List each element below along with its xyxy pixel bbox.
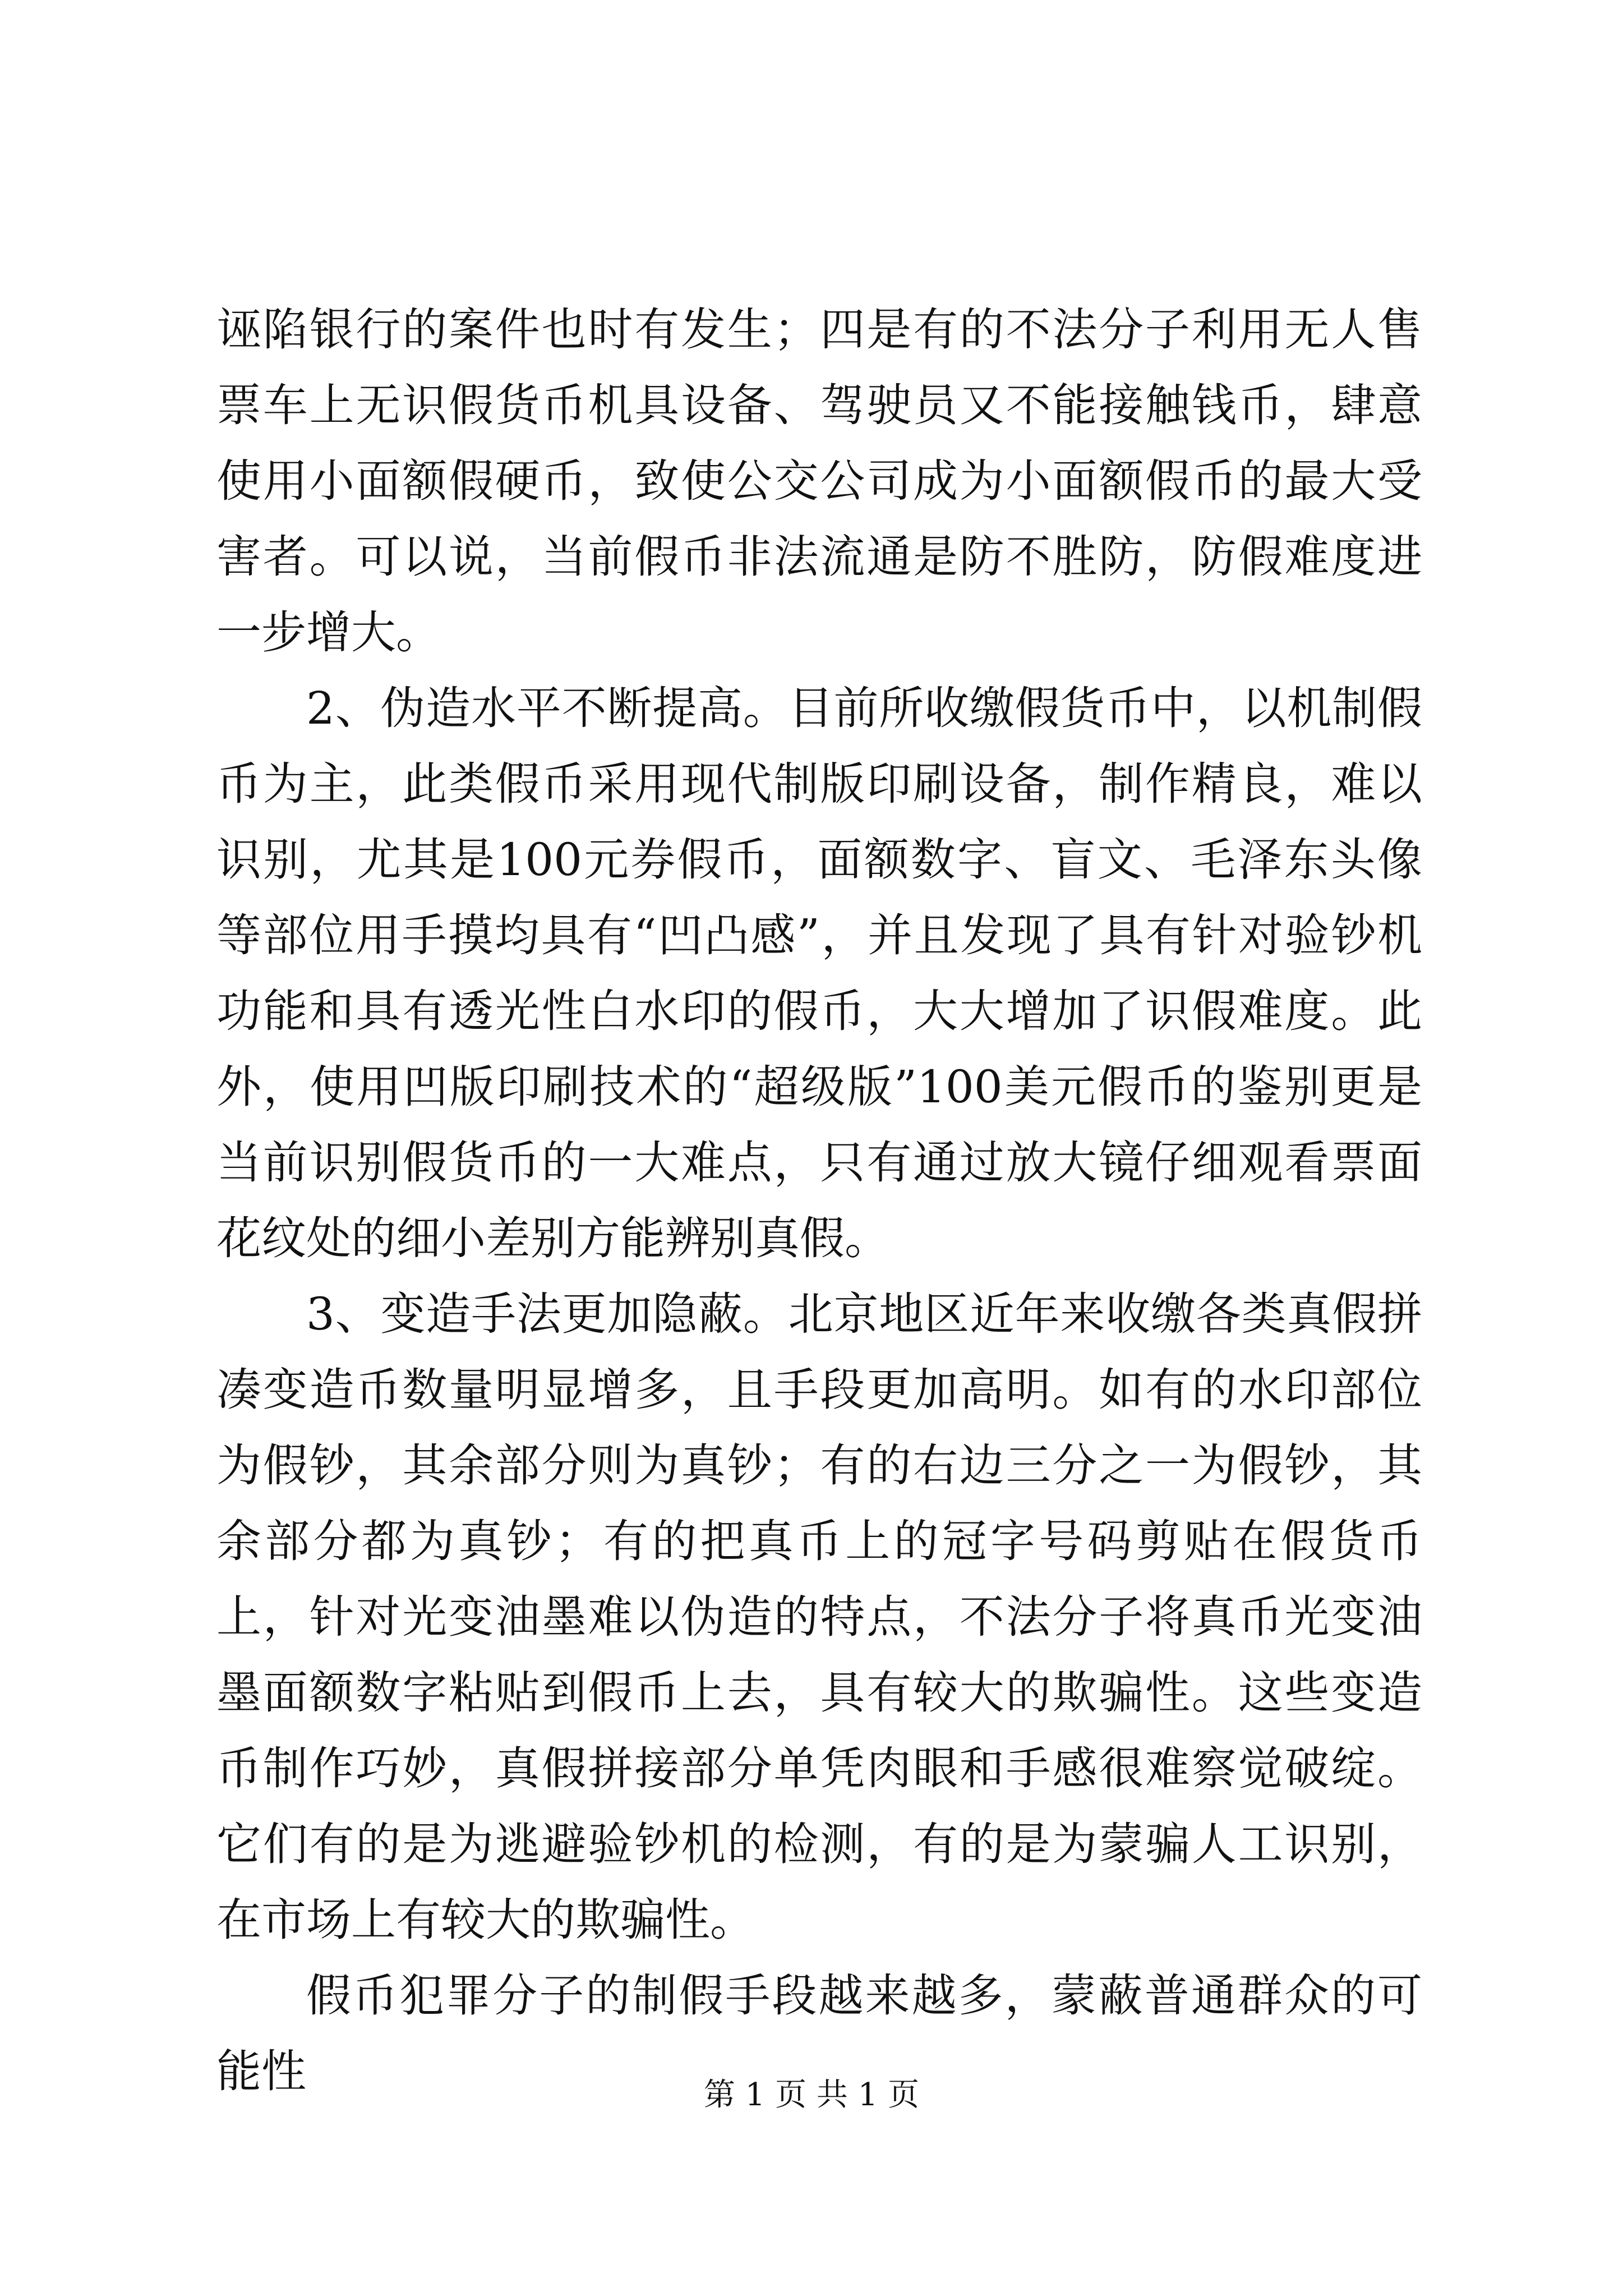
document-body [216, 292, 1422, 2109]
paragraph-4: 假币犯罪分子的制假手段越来越多，蒙蔽普通群众的可能性 [216, 1970, 1422, 2097]
page-number-footer: 第 1 页 共 1 页 [703, 2077, 920, 2113]
paragraph-1: 诬陷银行的案件也时有发生；四是有的不法分子利用无人售票车上无识假货币机具设备、驾驶员又不能接触钱币，肆意使用小面额假硬币，致使公交公司成为小面额假币的最大受害者。可以说，当前假币非法流通是防不胜防，防假难度进一步增大。 [216, 303, 1422, 659]
paragraph-3: 3、变造手法更加隐蔽。北京地区近年来收缴各类真假拼凑变造币数量明显增多，且手段更加高明。如有的水印部位为假钞，其余部分则为真钞；有的右边三分之一为假钞，其余部分都为真钞；有的把真币上的冠字号码剪贴在假货币上，针对光变油墨难以伪造的特点，不法分子将真币光变油墨面额数字粘贴到假币上去，具有较大的欺骗性。这些变造币制作巧妙，真假拼接部分单凭肉眼和手感很难察觉破绽。它们有的是为逃避验钞机的检测，有的是为蒙骗人工识别，在市场上有较大的欺骗性。 [216, 1288, 1422, 1946]
paragraph-2: 2、伪造水平不断提高。目前所收缴假货币中，以机制假币为主，此类假币采用现代制版印刷设备，制作精良，难以识别，尤其是100元券假币，面额数字、盲文、毛泽东头像等部位用手摸均具有“凹凸感”，并且发现了具有针对验钞机功能和具有透光性白水印的假币，大大增加了识假难度。此外，使用凹版印刷技术的“超级版”100美元假币的鉴别更是当前识别假货币的一大难点，只有通过放大镜仔细观看票面花纹处的细小差别方能辨别真假。 [216, 682, 1422, 1264]
